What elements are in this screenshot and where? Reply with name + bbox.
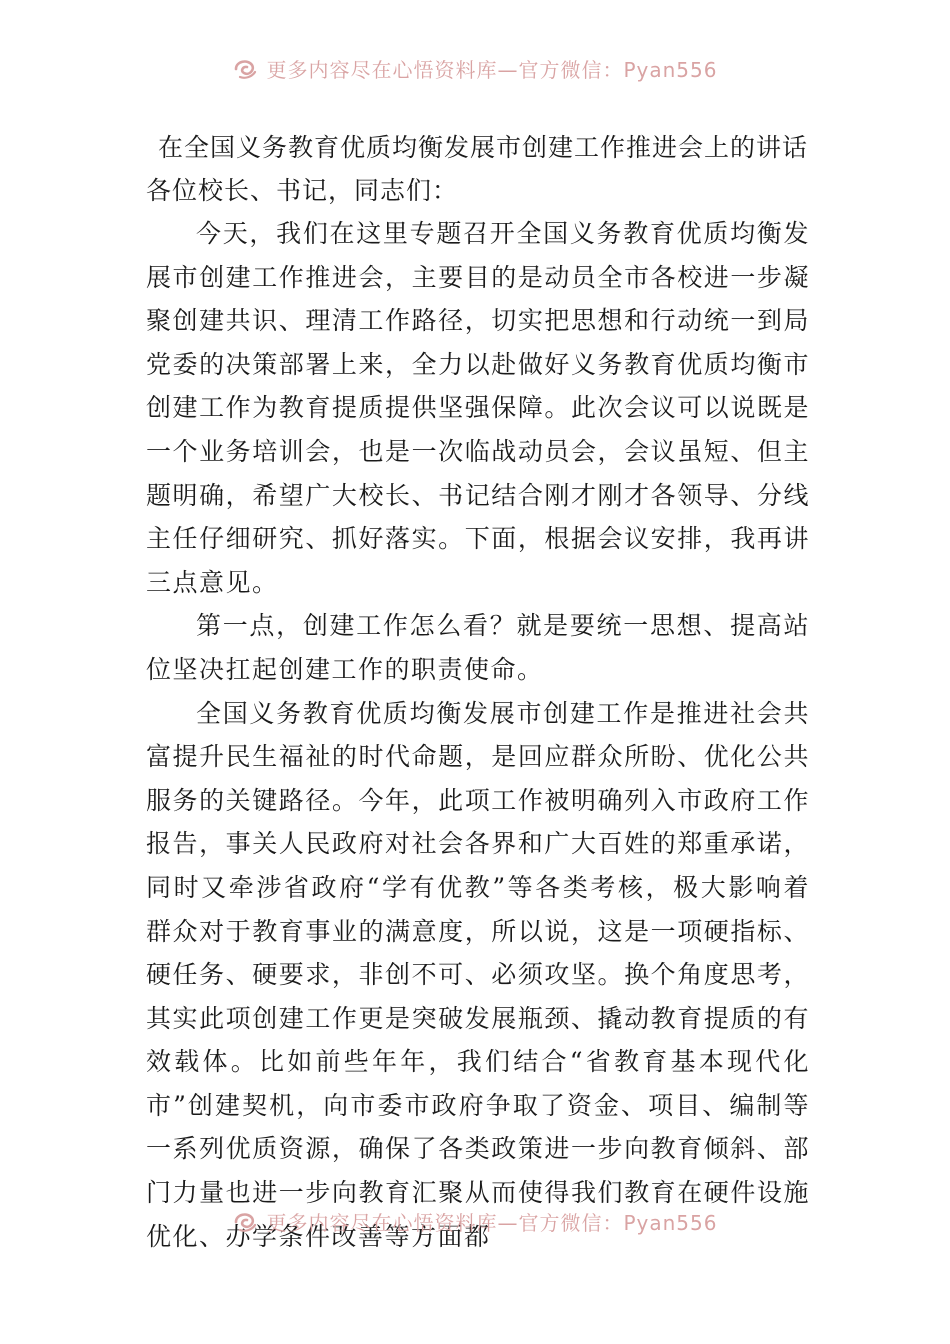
watermark-header: [0, 50, 950, 86]
swirl-logo-icon: [232, 1208, 258, 1234]
document-title: 在全国义务教育优质均衡发展市创建工作推进会上的讲话: [158, 133, 809, 162]
swirl-logo-icon: [232, 55, 258, 81]
paragraph-1: 今天，我们在这里专题召开全国义务教育优质均衡发展市创建工作推进会，主要目的是动员全市各校进一步凝聚创建共识、理清工作路径，切实把思想和行动统一到局党委的决策部署上来，全力以赴做好义务教育优质均衡市创建工作为教育提质提供坚强保障。此次会议可以说既是一个业务培训会，也是一次临战动员会，会议虽短、但主题明确，希望广大校长、书记结合刚才刚才各领导、分线主任仔细研究、抓好落实。下面，根据会议安排，我再讲三点意见。: [146, 219, 810, 597]
paragraph-2: 第一点，创建工作怎么看？就是要统一思想、提高站位坚决扛起创建工作的职责使命。: [146, 611, 810, 684]
salutation: 各位校长、书记，同志们：: [146, 176, 459, 205]
watermark-footer: [0, 1203, 950, 1239]
paragraph-3: 全国义务教育优质均衡发展市创建工作是推进社会共富提升民生福祉的时代命题，是回应群众所盼、优化公共服务的关键路径。今年，此项工作被明确列入市政府工作报告，事关人民政府对社会各界和广大百姓的郑重承诺，同时又牵涉省政府“学有优教”等各类考核，极大影响着群众对于教育事业的满意度，所以说，这是一项硬指标、硬任务、硬要求，非创不可、必须攻坚。换个角度思考，其实此项创建工作更是突破发展瓶颈、撬动教育提质的有效载体。比如前些年年，我们结合“省教育基本现代化市”创建契机，向市委市政府争取了资金、项目、编制等一系列优质资源，确保了各类政策进一步向教育倾斜、部门力量也进一步向教育汇聚从而使得我们教育在硬件设施优化、办学条件改善等方面都: [146, 698, 810, 1251]
watermark-text: 更多内容尽在心悟资料库—官方微信：Pyan556: [266, 1210, 718, 1235]
watermark-text: 更多内容尽在心悟资料库—官方微信：Pyan556: [266, 57, 718, 82]
document-body: [146, 126, 810, 1258]
